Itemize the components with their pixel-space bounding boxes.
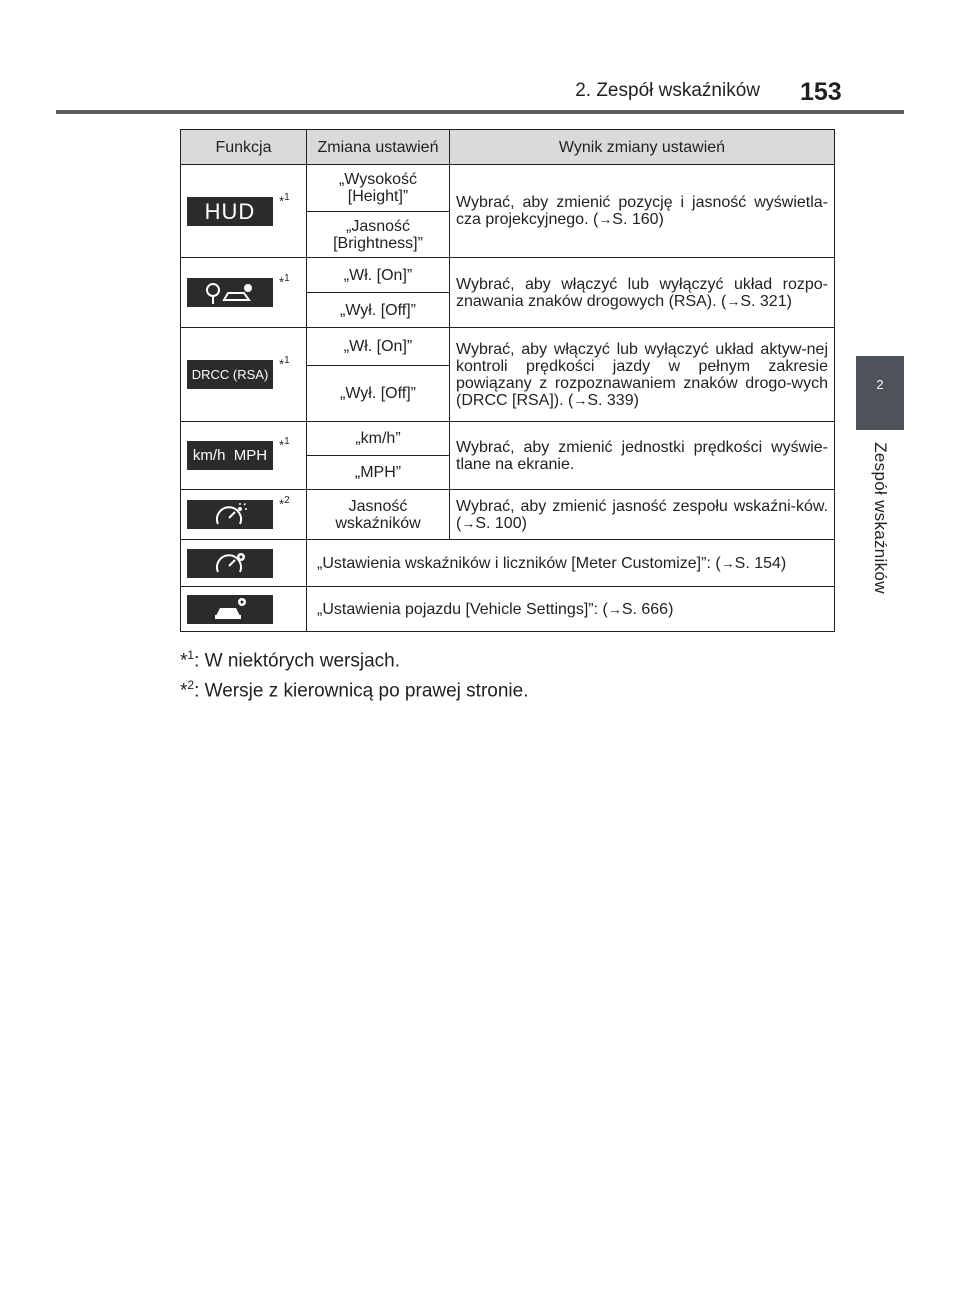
settings-table — [180, 129, 835, 632]
function-cell — [181, 540, 307, 587]
footnote-mark: *$^2$ — [279, 495, 290, 512]
header-rule — [56, 110, 904, 114]
result-cell: Wybrać, aby zmienić jednostki prędkości wyświe-tlane na ekranie. — [450, 422, 835, 490]
meter-brightness-icon — [187, 500, 273, 529]
footnote-mark: *$^1$ — [279, 355, 290, 372]
function-cell — [181, 587, 307, 632]
option-cell: „Wysokość [Height]” — [307, 165, 450, 212]
header-result: Wynik zmiany ustawień — [450, 130, 835, 165]
page-number: 153 — [800, 78, 842, 106]
result-cell: „Ustawienia wskaźników i liczników [Meter Customize]”: (→S. 154) — [307, 540, 835, 587]
header-change: Zmiana ustawień — [307, 130, 450, 165]
table-row — [181, 422, 835, 456]
vehicle-settings-icon — [187, 595, 273, 624]
footnote-mark: *$^1$ — [279, 436, 290, 453]
speed-units-icon-label: km/h MPH — [192, 447, 268, 464]
result-cell: Wybrać, aby zmienić pozycję i jasność wyświetla-cza projekcyjnego. (→S. 160) — [450, 165, 835, 258]
table-row — [181, 258, 835, 293]
drcc-icon-label: DRCC (RSA) — [191, 367, 269, 382]
table-row — [181, 540, 835, 587]
drcc-rsa-icon — [187, 360, 273, 389]
table-row — [181, 587, 835, 632]
result-cell: Wybrać, aby zmienić jasność zespołu wskaźni-ków. (→S. 100) — [450, 490, 835, 540]
footnote-1: *$^1$: W niektórych wersjach. — [180, 648, 400, 672]
function-cell — [181, 490, 307, 540]
option-cell: „km/h” — [307, 422, 450, 456]
table-row — [181, 165, 835, 212]
side-tab — [856, 356, 904, 430]
side-tab-number: 2 — [876, 377, 884, 392]
result-cell: Wybrać, aby włączyć lub wyłączyć układ aktyw-nej kontroli prędkości jazdy w pełnym zakresie powiązany z rozpoznawaniem znaków drogo-wych (DRCC [RSA]). (→S. 339) — [450, 328, 835, 422]
meter-settings-icon — [187, 549, 273, 578]
option-cell: „Wył. [Off]” — [307, 366, 450, 422]
header-function: Funkcja — [181, 130, 307, 165]
result-cell: Wybrać, aby włączyć lub wyłączyć układ rozpo-znawania znaków drogowych (RSA). (→S. 321) — [450, 258, 835, 328]
speed-units-icon — [187, 441, 273, 470]
function-cell — [181, 328, 307, 422]
option-cell: „MPH” — [307, 456, 450, 490]
side-tab-label: Zespół wskaźników — [871, 442, 890, 594]
hud-icon-label: HUD — [204, 198, 256, 224]
hud-icon — [187, 197, 273, 226]
table-row — [181, 490, 835, 540]
option-cell: „Wył. [Off]” — [307, 293, 450, 328]
footnote-2: *$^2$: Wersje z kierownicą po prawej stronie. — [180, 678, 529, 702]
function-cell — [181, 165, 307, 258]
footnote-mark: *$^1$ — [279, 191, 290, 208]
function-cell — [181, 422, 307, 490]
road-sign-settings-icon — [187, 278, 273, 307]
option-cell: „Wł. [On]” — [307, 258, 450, 293]
option-cell: „Wł. [On]” — [307, 328, 450, 366]
header-title: 2. Zespół wskaźników — [575, 80, 760, 101]
table-header-row — [181, 130, 835, 165]
function-cell — [181, 258, 307, 328]
option-cell: Jasność wskaźników — [307, 490, 450, 540]
footnote-mark: *$^1$ — [279, 273, 290, 290]
option-cell: „Jasność [Brightness]” — [307, 212, 450, 258]
table-row — [181, 328, 835, 366]
result-cell: „Ustawienia pojazdu [Vehicle Settings]”: (→S. 666) — [307, 587, 835, 632]
